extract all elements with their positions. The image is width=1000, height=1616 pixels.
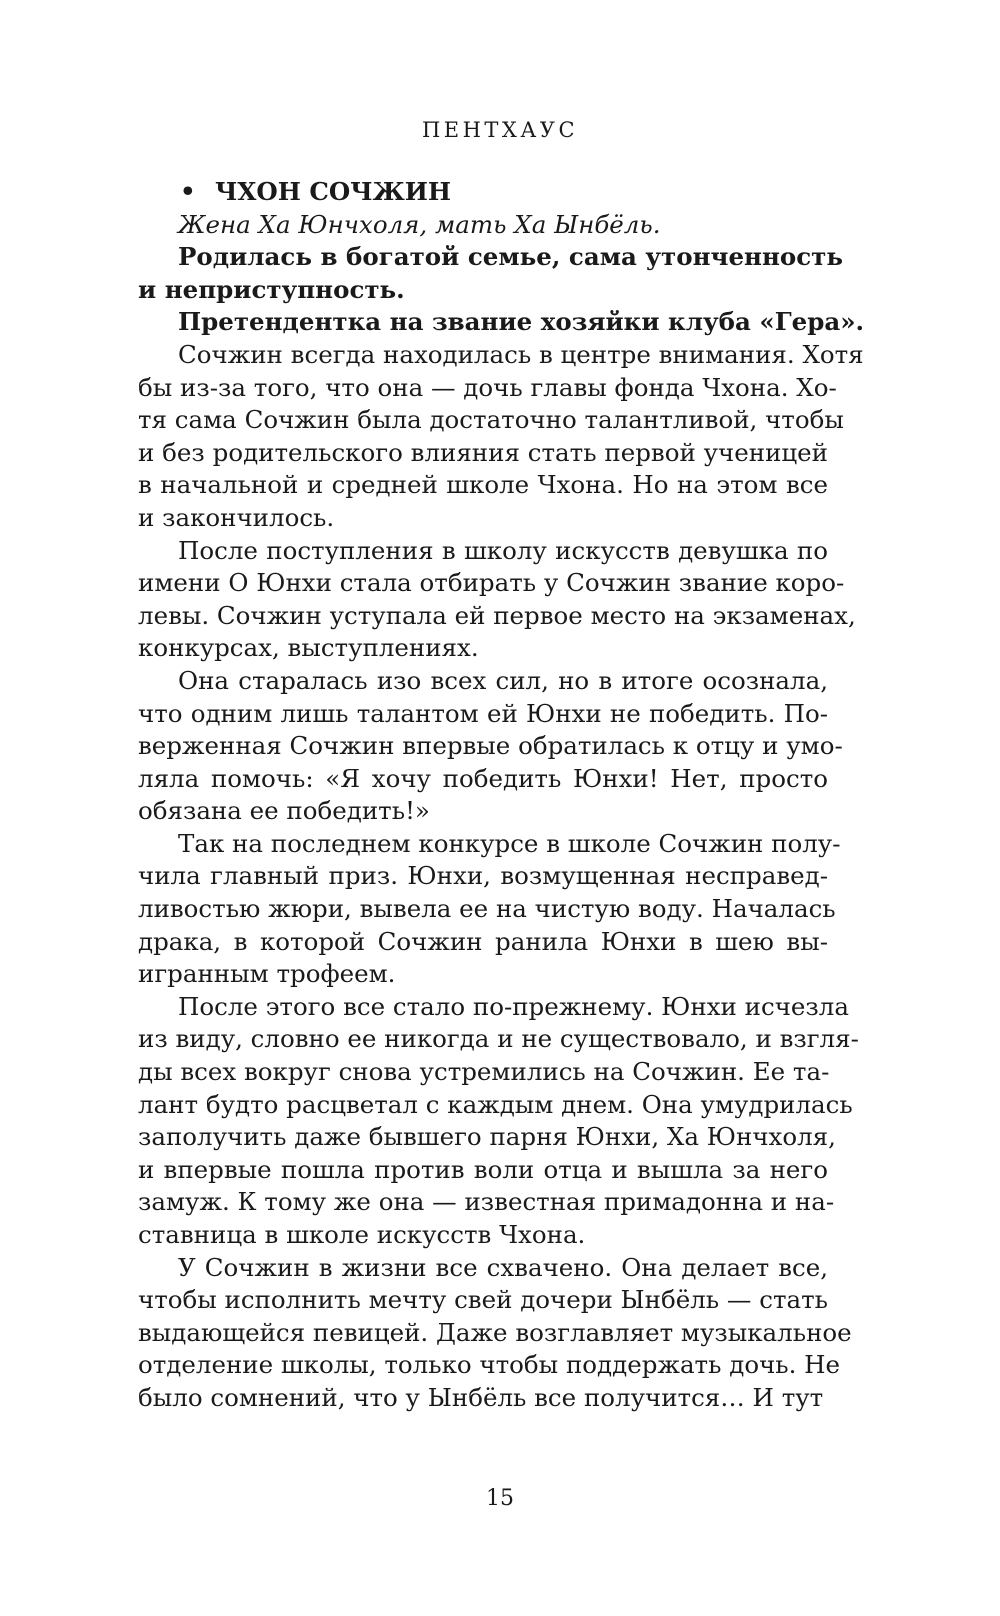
text-line: ставница в школе искусств Чхона. [138, 1220, 586, 1249]
page-body [138, 176, 865, 1415]
text-line: конкурсах, выступлениях. [138, 633, 479, 663]
text-line: выдающейся певицей. Даже возглавляет музыкальное [138, 1317, 852, 1347]
text-line: После этого все стало по-прежнему. Юнхи исчезла [178, 991, 849, 1021]
text-line: Сочжин всегда находилась в центре внимания. Хотя [178, 339, 864, 369]
bullet-icon: • [180, 177, 196, 206]
text-line: имени О Юнхи стала отбирать у Сочжин звание коро- [138, 568, 845, 598]
text-line: левы. Сочжин уступала ей первое место на экзаменах, [138, 600, 856, 630]
character-heading [138, 176, 828, 209]
text-line: и впервые пошла против воли отца и вышла за него [138, 1154, 828, 1184]
text-line: ды всех вокруг снова устремились на Сочжин. Ее та- [138, 1057, 830, 1087]
character-name: ЧХОН СОЧЖИН [215, 177, 452, 206]
text-line: заполучить даже бывшего парня Юнхи, Ха Юнчхоля, [138, 1122, 836, 1152]
text-line: верженная Сочжин впервые обратилась к отцу и умо- [138, 731, 843, 761]
text-line: обязана ее победить!» [138, 796, 430, 826]
text-line: бы из-за того, что она — дочь главы фонда Чхона. Хо- [138, 372, 837, 402]
body-paragraph [138, 535, 856, 665]
text-line: чила главный приз. Юнхи, возмущенная несправед- [138, 861, 828, 891]
body-paragraph [138, 339, 864, 535]
text-line: После поступления в школу искусств девушка по [178, 535, 828, 565]
page-number: 15 [486, 1486, 514, 1511]
text-line: было сомнений, что у Ынбёль все получится… И тут [138, 1382, 824, 1412]
text-line: что одним лишь талантом ей Юнхи не победить. По- [138, 698, 828, 728]
text-line: Она старалась изо всех сил, но в итоге осознала, [178, 665, 828, 695]
body-paragraph [138, 991, 859, 1252]
character-description [138, 241, 843, 306]
text-line: и закончилось. [138, 502, 335, 532]
body-paragraph [138, 1252, 852, 1415]
text-line: Претендентка на звание хозяйки клуба «Гера». [178, 307, 865, 337]
body-paragraph [138, 665, 843, 828]
character-subtitle: Жена Ха Юнчхоля, мать Ха Ынбёль. [178, 209, 661, 239]
text-line: чтобы исполнить мечту свей дочери Ынбёль — стать [138, 1285, 828, 1315]
character-claim [138, 306, 865, 339]
text-line: тя сама Сочжин была достаточно талантливой, чтобы [138, 405, 844, 435]
text-line: ляла помочь: «Я хочу победить Юнхи! Нет, просто [138, 763, 828, 793]
text-line: игранным трофеем. [138, 959, 396, 989]
text-line: в начальной и средней школе Чхона. Но на этом все [138, 470, 828, 500]
text-line: замуж. К тому же она — известная примадонна и на- [138, 1187, 835, 1217]
text-line: и без родительского влияния стать первой ученицей [138, 437, 828, 467]
text-line: У Сочжин в жизни все схвачено. Она делает все, [178, 1252, 828, 1282]
text-line: Родилась в богатой семье, сама утонченность [178, 242, 843, 272]
body-paragraph [138, 828, 841, 991]
body-paragraphs [138, 339, 864, 1415]
text-line: ливостью жюри, вывела ее на чистую воду. Началась [138, 894, 836, 924]
text-line: Так на последнем конкурсе в школе Сочжин полу- [178, 828, 841, 858]
running-head: ПЕНТХАУС [421, 118, 579, 142]
text-line: из виду, словно ее никогда и не существовало, и взгля- [138, 1024, 859, 1054]
text-line: и неприступность. [138, 274, 405, 304]
text-line: отделение школы, только чтобы поддержать дочь. Не [138, 1350, 841, 1380]
text-line: драка, в которой Сочжин ранила Юнхи в шею вы- [138, 926, 828, 956]
text-line: лант будто расцветал с каждым днем. Она умудрилась [138, 1089, 853, 1119]
